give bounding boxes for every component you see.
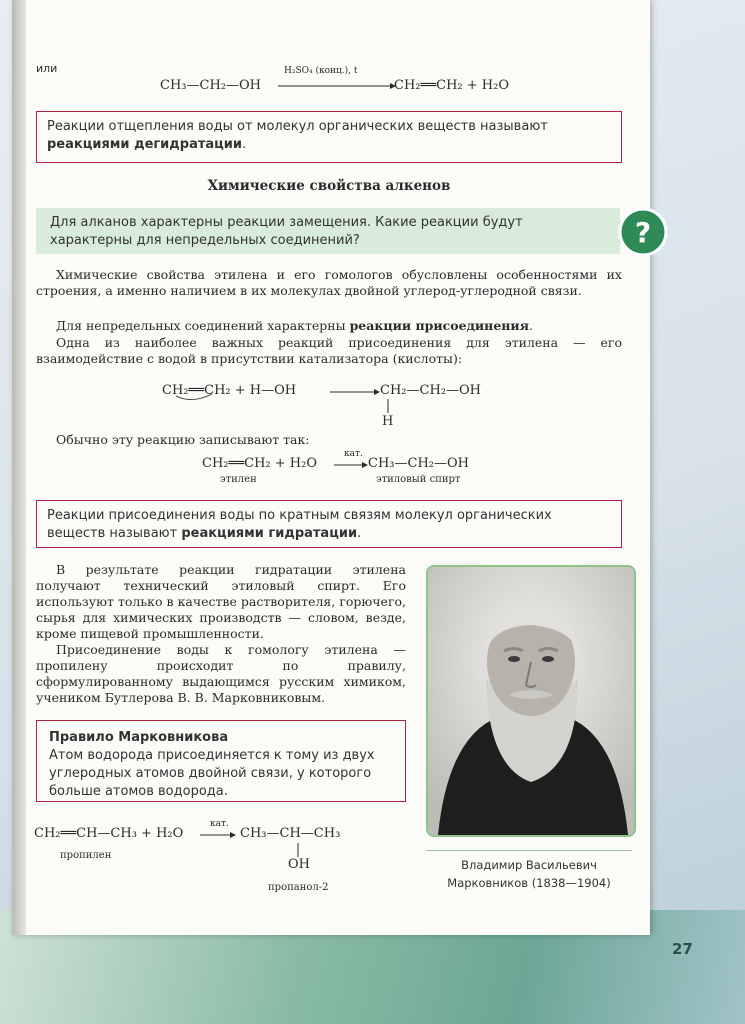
hydration-detail-right: CH₂—CH₂—OH bbox=[380, 383, 481, 398]
reaction-arrow-4 bbox=[200, 829, 236, 841]
page-binding bbox=[12, 0, 26, 935]
dehydration-definition-end: . bbox=[242, 137, 247, 152]
propylene-reaction-left: CH₂══CH—CH₃ + H₂O bbox=[34, 826, 184, 841]
markovnikov-portrait bbox=[426, 565, 636, 837]
bond-line-vertical-2 bbox=[296, 843, 300, 857]
paragraph-addition-start: Для непредельных соединений характерны bbox=[56, 318, 350, 333]
dehydration-reaction-right: CH₂══CH₂ + H₂O bbox=[394, 78, 510, 93]
reaction-arrow-1 bbox=[278, 80, 396, 92]
paragraph-ethylene-properties: Химические свойства этилена и его гомологов обусловлены особенностями их строения, а именно наличием в их молекулах двойной углерод-углеродной связи. bbox=[36, 267, 622, 298]
dehydration-definition-text: Реакции отщепления воды от молекул органических веществ называют bbox=[47, 119, 548, 134]
propylene-reaction-condition: кат. bbox=[210, 819, 229, 829]
paragraph-usual-notation: Обычно эту реакцию записывают так: bbox=[56, 432, 310, 447]
textbook-page bbox=[12, 0, 650, 935]
page-number: 27 bbox=[672, 940, 693, 958]
reaction-arrow-2 bbox=[330, 386, 380, 398]
hydration-definition-box bbox=[36, 500, 622, 548]
bond-line-vertical bbox=[386, 399, 390, 413]
portrait-caption-name: Владимир Васильевич bbox=[461, 858, 597, 872]
ethanol-label: этиловый спирт bbox=[376, 474, 461, 485]
hydration-detail-below: H bbox=[382, 414, 394, 429]
propanol-label: пропанол-2 bbox=[268, 882, 329, 893]
paragraph-addition-reactions bbox=[36, 318, 622, 334]
caption-divider bbox=[426, 850, 632, 851]
svg-text:?: ? bbox=[634, 216, 652, 249]
addition-reactions-term: реакции присоединения bbox=[349, 318, 529, 333]
markovnikov-rule-box bbox=[36, 720, 406, 802]
question-icon bbox=[618, 207, 668, 257]
hydration-short-right: CH₃—CH₂—OH bbox=[368, 456, 469, 471]
hydration-short-left: CH₂══CH₂ + H₂O bbox=[202, 456, 318, 471]
question-box bbox=[36, 208, 620, 254]
hydration-definition-end: . bbox=[357, 526, 362, 541]
dehydration-term: реакциями дегидратации bbox=[47, 137, 243, 152]
question-text: Для алканов характерны реакции замещения. Какие реакции будут характерны для непредельных соединений? bbox=[50, 215, 523, 248]
paragraph-water-interaction: Одна из наиболее важных реакций присоединения для этилена — его взаимодействие с водой в присутствии катализатора (кислоты): bbox=[36, 335, 622, 366]
hydration-definition-text: Реакции присоединения воды по кратным связям молекул органических веществ называют bbox=[47, 508, 552, 541]
dehydration-reaction-left: CH₃—CH₂—OH bbox=[160, 78, 261, 93]
portrait-caption bbox=[426, 856, 632, 892]
propylene-label: пропилен bbox=[60, 850, 112, 861]
propylene-reaction-right: CH₃—CH—CH₃ bbox=[240, 826, 341, 841]
paragraph-addition-end: . bbox=[528, 318, 533, 333]
dehydration-definition-box bbox=[36, 111, 622, 163]
paragraph-technical-ethanol: В результате реакции гидратации этилена получают технический этиловый спирт. Его используют только в качестве растворителя, горючего, сырья для химических производств — словом, везде, кроме пищевой промышленности. bbox=[36, 562, 406, 641]
hydration-detail-left: CH₂══CH₂ + H—OH bbox=[162, 383, 297, 398]
markovnikov-rule-title: Правило Марковникова bbox=[49, 730, 229, 745]
reaction-arrow-3 bbox=[334, 459, 368, 471]
portrait-illustration bbox=[428, 567, 634, 835]
hydration-term: реакциями гидратации bbox=[181, 526, 358, 541]
ili-label: или bbox=[36, 62, 58, 75]
paragraph-propylene: Присоединение воды к гомологу этилена — пропилену происходит по правилу, сформулированному выдающимся русским химиком, учеником Бутлерова В. В. Марковниковым. bbox=[36, 642, 406, 705]
portrait-caption-surname: Марковников (1838—1904) bbox=[447, 876, 611, 890]
ethylene-label: этилен bbox=[220, 474, 257, 485]
hydration-short-condition: кат. bbox=[344, 449, 363, 459]
markovnikov-rule-text: Атом водорода присоединяется к тому из двух углеродных атомов двойной связи, у которого больше атомов водорода. bbox=[49, 748, 375, 799]
section-title: Химические свойства алкенов bbox=[207, 178, 451, 194]
propylene-reaction-below: OH bbox=[288, 857, 310, 872]
dehydration-reaction-condition: H₂SO₄ (конц.), t bbox=[284, 66, 358, 76]
